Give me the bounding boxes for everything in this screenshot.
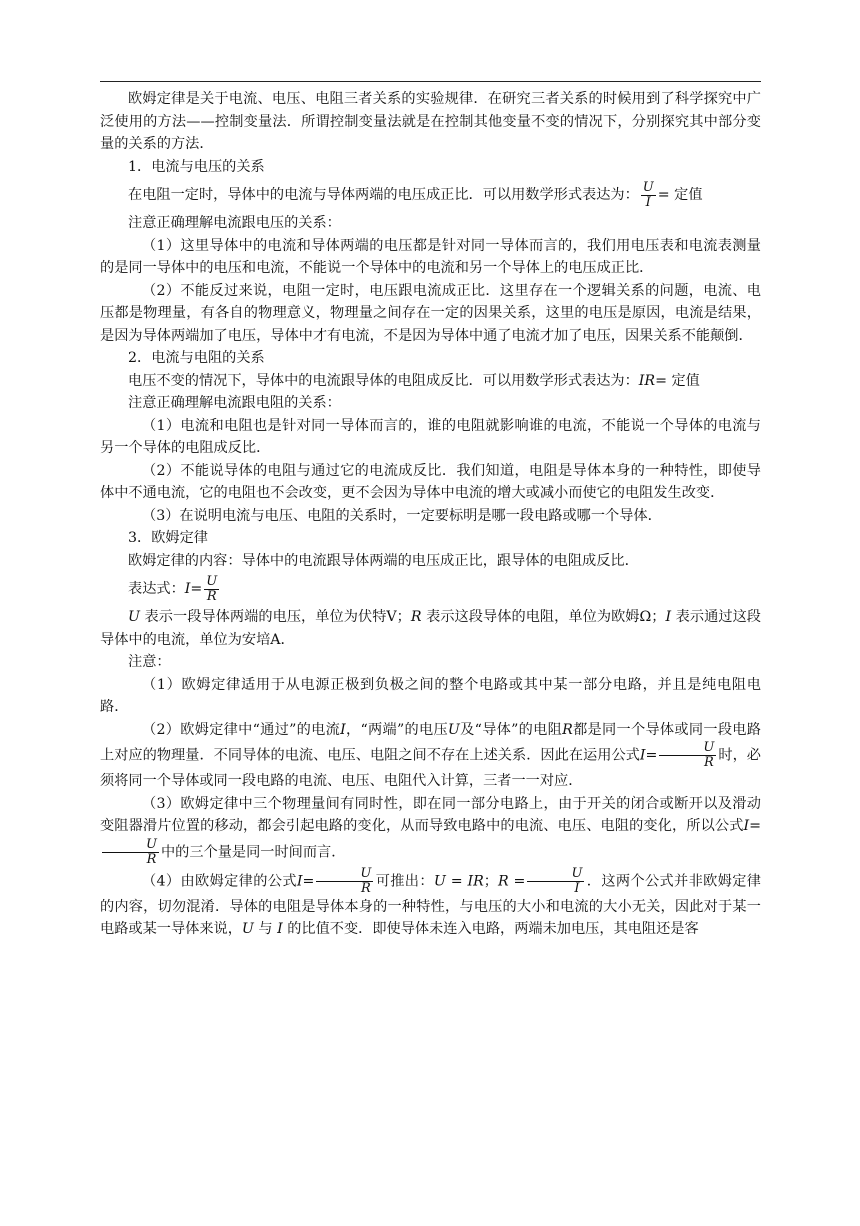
formula-u-over-r: $\frac{U}{R}$ [206,573,218,604]
section-1-heading: 1．电流与电压的关系 [128,158,265,175]
section-1-statement: 在电阻一定时，导体中的电流与导体两端的电压成正比．可以用数学形式表达为： $\frac{U}{I}$ = 定值 [128,179,703,210]
section-3-units: U 表示一段导体两端的电压，单位为伏特V；R 表示这段导体的电阻，单位为欧姆Ω；I 表示通过这段导体中的电流，单位为安培A． [100,609,761,648]
formula-u-over-r-inline: $\frac{U}{R}$ [659,741,716,770]
section-2-point-1: （1）电流和电阻也是针对同一导体而言的，谁的电阻就影响谁的电流，不能说一个导体的电流与另一个导体的电阻成反比． [100,417,761,456]
formula-u-over-i-inline: $\frac{U}{I}$ [527,867,584,896]
formula-u-over-i: $\frac{U}{I}$ [642,179,654,210]
section-1-note: 注意正确理解电流跟电压的关系： [128,215,341,231]
formula-u-over-r-inline-3: $\frac{U}{R}$ [316,867,373,896]
section-2-heading: 2．电流与电阻的关系 [128,350,265,366]
document-body [100,88,761,941]
section-3-note-3: （3）欧姆定律中三个物理量间有同时性，即在同一部分电路上，由于开关的闭合或断开以及滑动变阻器滑片位置的移动，都会引起电路的变化，从而导致电路中的电流、电压、电阻的变化，所以公式I= $\frac{U}{R}$ 中的三个量是同一时间而言． [100,795,761,867]
section-3-note-1: （1）欧姆定律适用于从电源正极到负极之间的整个电路或其中某一部分电路，并且是纯电阻电路． [100,676,761,715]
formula-ir: IR [638,372,656,389]
header-rule [100,81,761,82]
section-3-note-2: （2）欧姆定律中“通过”的电流I，“两端”的电压U及“导体”的电阻R都是同一个导体或同一段电路上对应的物理量．不同导体的电流、电压、电阻之间不存在上述关系．因此在运用公式I= $\frac{U}{R}$ 时，必须将同一个导体或同一段电路的电流、电压、电阻代入计算，三者一一对应． [100,721,761,789]
section-2-statement: 电压不变的情况下，导体中的电流跟导体的电阻成反比．可以用数学形式表达为：IR= 定值 [128,372,700,389]
section-3-expression: 表达式：I= $\frac{U}{R}$ [128,573,218,604]
section-2-note: 注意正确理解电流跟电阻的关系： [128,395,341,411]
section-1-point-2: （2）不能反过来说，电阻一定时，电压跟电流成正比．这里存在一个逻辑关系的问题，电流、电压都是物理量，有各自的物理意义，物理量之间存在一定的因果关系，这里的电压是原因，电流是结果，是因为导体两端加了电压，导体中才有电流，不是因为导体中通了电流才加了电压，因果关系不能颠倒． [100,282,761,344]
section-3-heading: 3．欧姆定律 [128,530,208,546]
section-2-point-3: （3）在说明电流与电压、电阻的关系时，一定要标明是哪一段电路或哪一个导体． [142,507,662,524]
section-1-point-1: （1）这里导体中的电流和导体两端的电压都是针对同一导体而言的，我们用电压表和电流表测量的是同一导体中的电压和电流，不能说一个导体中的电流和另一个导体上的电压成正比． [100,237,761,276]
section-3-content: 欧姆定律的内容：导体中的电流跟导体两端的电压成正比，跟导体的电阻成反比． [128,552,639,569]
intro-paragraph: 欧姆定律是关于电流、电压、电阻三者关系的实验规律．在研究三者关系的时候用到了科学探究中广泛使用的方法——控制变量法．所谓控制变量法就是在控制其他变量不变的情况下，分别探究其中部分变量的关系的方法． [100,91,761,152]
section-2-point-2: （2）不能说导体的电阻与通过它的电流成反比．我们知道，电阻是导体本身的一种特性，即使导体中不通电流，它的电阻也不会改变，更不会因为导体中电流的增大或减小而使它的电阻发生改变． [100,462,761,501]
section-3-note-4: （4）由欧姆定律的公式I= $\frac{U}{R}$ 可推出：U = IR；R = $\frac{U}{I}$ ．这两个公式并非欧姆定律的内容，切勿混淆．导体的电阻是导体本身的一种特性，与电压的大小和电流的大小无关，因此对于某一电路或某一导体来说，U 与 I 的比值不变．即使导体未连入电路，两端未加电压，其电阻还是客 [100,865,761,937]
section-3-note: 注意： [128,654,171,670]
formula-u-over-r-inline-2: $\frac{U}{R}$ [102,838,159,867]
